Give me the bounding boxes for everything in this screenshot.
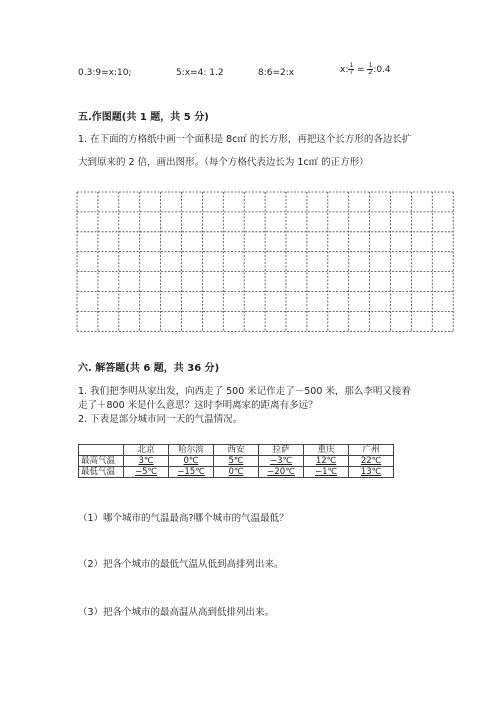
table-cell: −20℃ [259,467,304,478]
table-row-high [79,456,394,467]
fraction-denominator: 2 [368,69,373,76]
table-cell: −1℃ [304,467,349,478]
ratio-problem-2: 5:x=4: 1.2 [176,68,224,78]
table-cell: −15℃ [169,467,214,478]
section-6-title: 六. 解答题(共 6 题，共 36 分) [78,363,220,374]
table-cell: 5℃ [214,456,259,467]
sub-question-3: （3）把各个城市的最高温从高到低排列出来。 [78,607,275,618]
table-header-cell: 哈尔滨 [169,445,214,456]
ratio-4-equals: = [354,65,368,75]
ratio-4-suffix: :0.4 [373,65,391,75]
section-6-question-2: 2. 下表是部分城市同一天的气温情况。 [78,414,243,425]
table-header-cell: 广州 [349,445,394,456]
table-header-cell: 重庆 [304,445,349,456]
fraction-numerator: 1 [349,62,354,69]
table-row-label: 最低气温 [79,467,124,478]
ratio-problem-3: 8:6=2:x [258,68,295,78]
table-cell: 13℃ [349,467,394,478]
table-cell: 0℃ [169,456,214,467]
section-5-question-1-line-2: 大到原来的 2 倍，画出图形。（每个方格代表边长为 1c㎡ 的正方形） [78,157,369,168]
fraction-denominator: 7 [349,69,354,76]
table-row-label: 最高气温 [79,456,124,467]
sub-question-2: （2）把各个城市的最低气温从低到高排列出来。 [78,559,284,570]
ratio-4-prefix: x: [340,65,349,75]
sub-question-1: （1）哪个城市的气温最高?哪个城市的气温最低？ [78,513,289,524]
temperature-table [78,444,394,478]
section-5-title: 五.作图题(共 1 题，共 5 分) [78,112,209,123]
table-cell: 22℃ [349,456,394,467]
table-cell: −5℃ [124,467,169,478]
fraction-numerator: 1 [368,62,373,69]
table-cell: 3℃ [124,456,169,467]
table-header-cell: 拉萨 [259,445,304,456]
section-6-question-1-line-1: 1. 我们把李明从家出发，向西走了 500 米记作走了－500 米，那么李明又接着 [78,386,411,397]
table-cell: 12℃ [304,456,349,467]
section-5-question-1-line-1: 1. 在下面的方格纸中画一个面积是 8c㎡ 的长方形，再把这个长方形的各边长扩 [78,134,412,145]
table-cell: −3℃ [259,456,304,467]
section-6-question-1-line-2: 走了＋800 米是什么意思？这时李明离家的距离有多远？ [78,400,318,411]
ratio-problem-4 [340,63,391,76]
table-header-cell: 北京 [124,445,169,456]
table-header-row [79,445,394,456]
table-row-low [79,467,394,478]
table-cell: 0℃ [214,467,259,478]
ratio-problem-1: 0.3:9=x:10; [78,68,132,78]
table-header-cell [79,445,124,456]
square-grid-paper[interactable] [76,191,456,333]
table-header-cell: 西安 [214,445,259,456]
